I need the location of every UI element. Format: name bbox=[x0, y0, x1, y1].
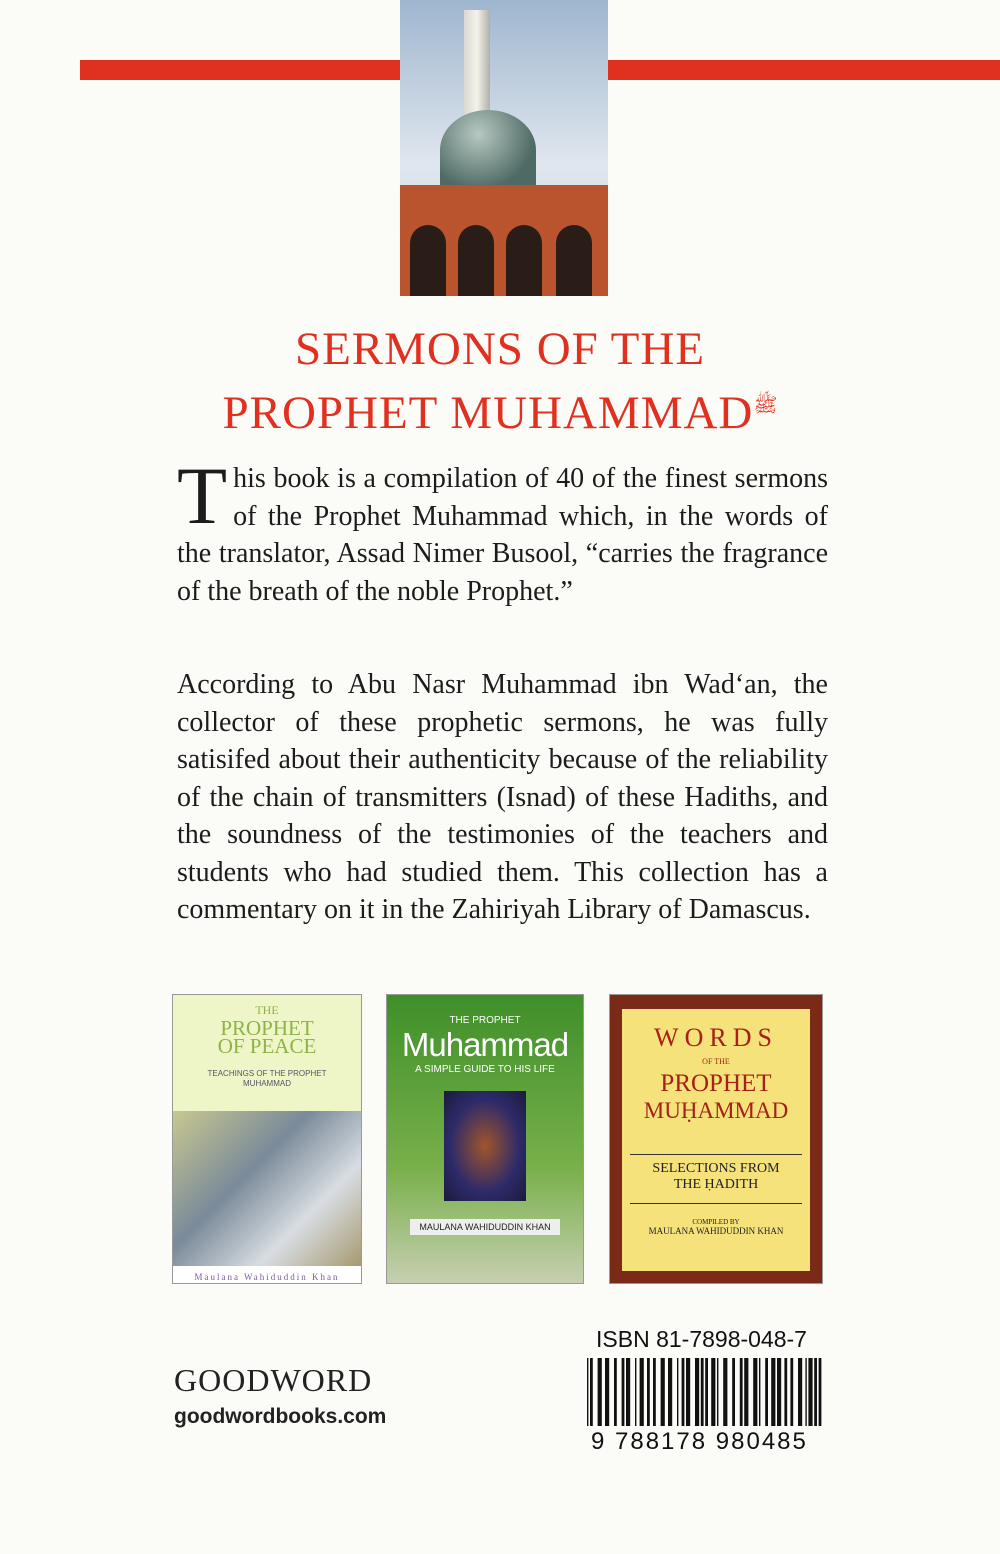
barcode-bar bbox=[598, 1358, 602, 1426]
barcode-bar bbox=[677, 1358, 678, 1426]
red-rule-right bbox=[608, 60, 1000, 80]
ean-number: 9 788178 980485 bbox=[591, 1428, 808, 1455]
isbn-label: ISBN 81-7898-048-7 bbox=[596, 1326, 807, 1352]
barcode-bar bbox=[622, 1358, 625, 1426]
book-cover-muhammad-guide: THE PROPHET Muhammad A SIMPLE GUIDE TO HIS LIFE MAULANA WAHIDUDDIN KHAN bbox=[386, 994, 584, 1284]
barcode-bar bbox=[705, 1358, 708, 1426]
barcode-bar bbox=[790, 1358, 793, 1426]
barcode-bar bbox=[744, 1358, 748, 1426]
barcode-bar bbox=[732, 1358, 735, 1426]
barcode-bar bbox=[587, 1358, 588, 1426]
barcode-bar bbox=[626, 1358, 630, 1426]
barcode-bar bbox=[614, 1358, 617, 1426]
barcode-bar bbox=[784, 1358, 787, 1426]
barcode-bar bbox=[759, 1358, 760, 1426]
barcode-bar bbox=[819, 1358, 822, 1426]
barcode-bar bbox=[808, 1358, 812, 1426]
barcode-bar bbox=[814, 1358, 817, 1426]
title-line-2 bbox=[0, 386, 1000, 440]
barcode-bar bbox=[635, 1358, 636, 1426]
barcode-bar bbox=[717, 1358, 718, 1426]
barcode-bar bbox=[668, 1358, 672, 1426]
book-cover-prophet-of-peace: THE PROPHET OF PEACE TEACHINGS OF THE PROPHET MUHAMMAD Maulana Wahiduddin Khan bbox=[172, 994, 362, 1284]
barcode-bar bbox=[590, 1358, 593, 1426]
paragraph-2: According to Abu Nasr Muhammad ibn Wad‘an, the collector of these prophetic sermons, he was fully satisifed about their authenticity because of the reliability of the chain of transmitters (Isnad) of these Hadiths, and the soundness of the testimonies of the teachers and students who had studied them. This collection has a commentary on it in the Zahiriyah Library of Damascus. bbox=[177, 669, 828, 925]
barcode-bar bbox=[771, 1358, 775, 1426]
publisher-website: goodwordbooks.com bbox=[174, 1405, 387, 1428]
barcode-bar bbox=[695, 1358, 699, 1426]
barcode-bar bbox=[701, 1358, 704, 1426]
paragraph-1: This book is a compilation of 40 of the finest sermons of the Prophet Muhammad which, in the words of the translator, Assad Nimer Busool, “carries the fragrance of the breath of the noble Prophet.” bbox=[177, 450, 828, 607]
barcode bbox=[587, 1358, 823, 1426]
barcode-bar bbox=[753, 1358, 757, 1426]
publisher-logo: GOODWORD bbox=[174, 1362, 373, 1398]
barcode-bar bbox=[798, 1358, 802, 1426]
barcode-bar bbox=[653, 1358, 656, 1426]
honorific: ﷺ bbox=[753, 394, 778, 417]
barcode-bar bbox=[740, 1358, 743, 1426]
barcode-bar bbox=[661, 1358, 665, 1426]
barcode-bar bbox=[647, 1358, 650, 1426]
barcode-bar bbox=[682, 1358, 685, 1426]
barcode-bar bbox=[805, 1358, 806, 1426]
barcode-bar bbox=[605, 1358, 609, 1426]
red-rule-left bbox=[80, 60, 402, 80]
barcode-bar bbox=[711, 1358, 715, 1426]
barcode-bar bbox=[777, 1358, 781, 1426]
drop-cap: T bbox=[177, 450, 228, 541]
barcode-bar bbox=[723, 1358, 727, 1426]
barcode-bar bbox=[765, 1358, 768, 1426]
title-text: PROPHET MUHAMMAD bbox=[222, 387, 754, 439]
title-line-1: SERMONS OF THE bbox=[294, 323, 706, 375]
barcode-bar bbox=[686, 1358, 690, 1426]
book-cover-words-of-the-prophet: WORDS OF THE PROPHET MUḤAMMAD SELECTIONS FROM THE ḤADITH COMPILED BY MAULANA WAHIDUDDIN KHAN bbox=[609, 994, 823, 1284]
barcode-bar bbox=[640, 1358, 644, 1426]
